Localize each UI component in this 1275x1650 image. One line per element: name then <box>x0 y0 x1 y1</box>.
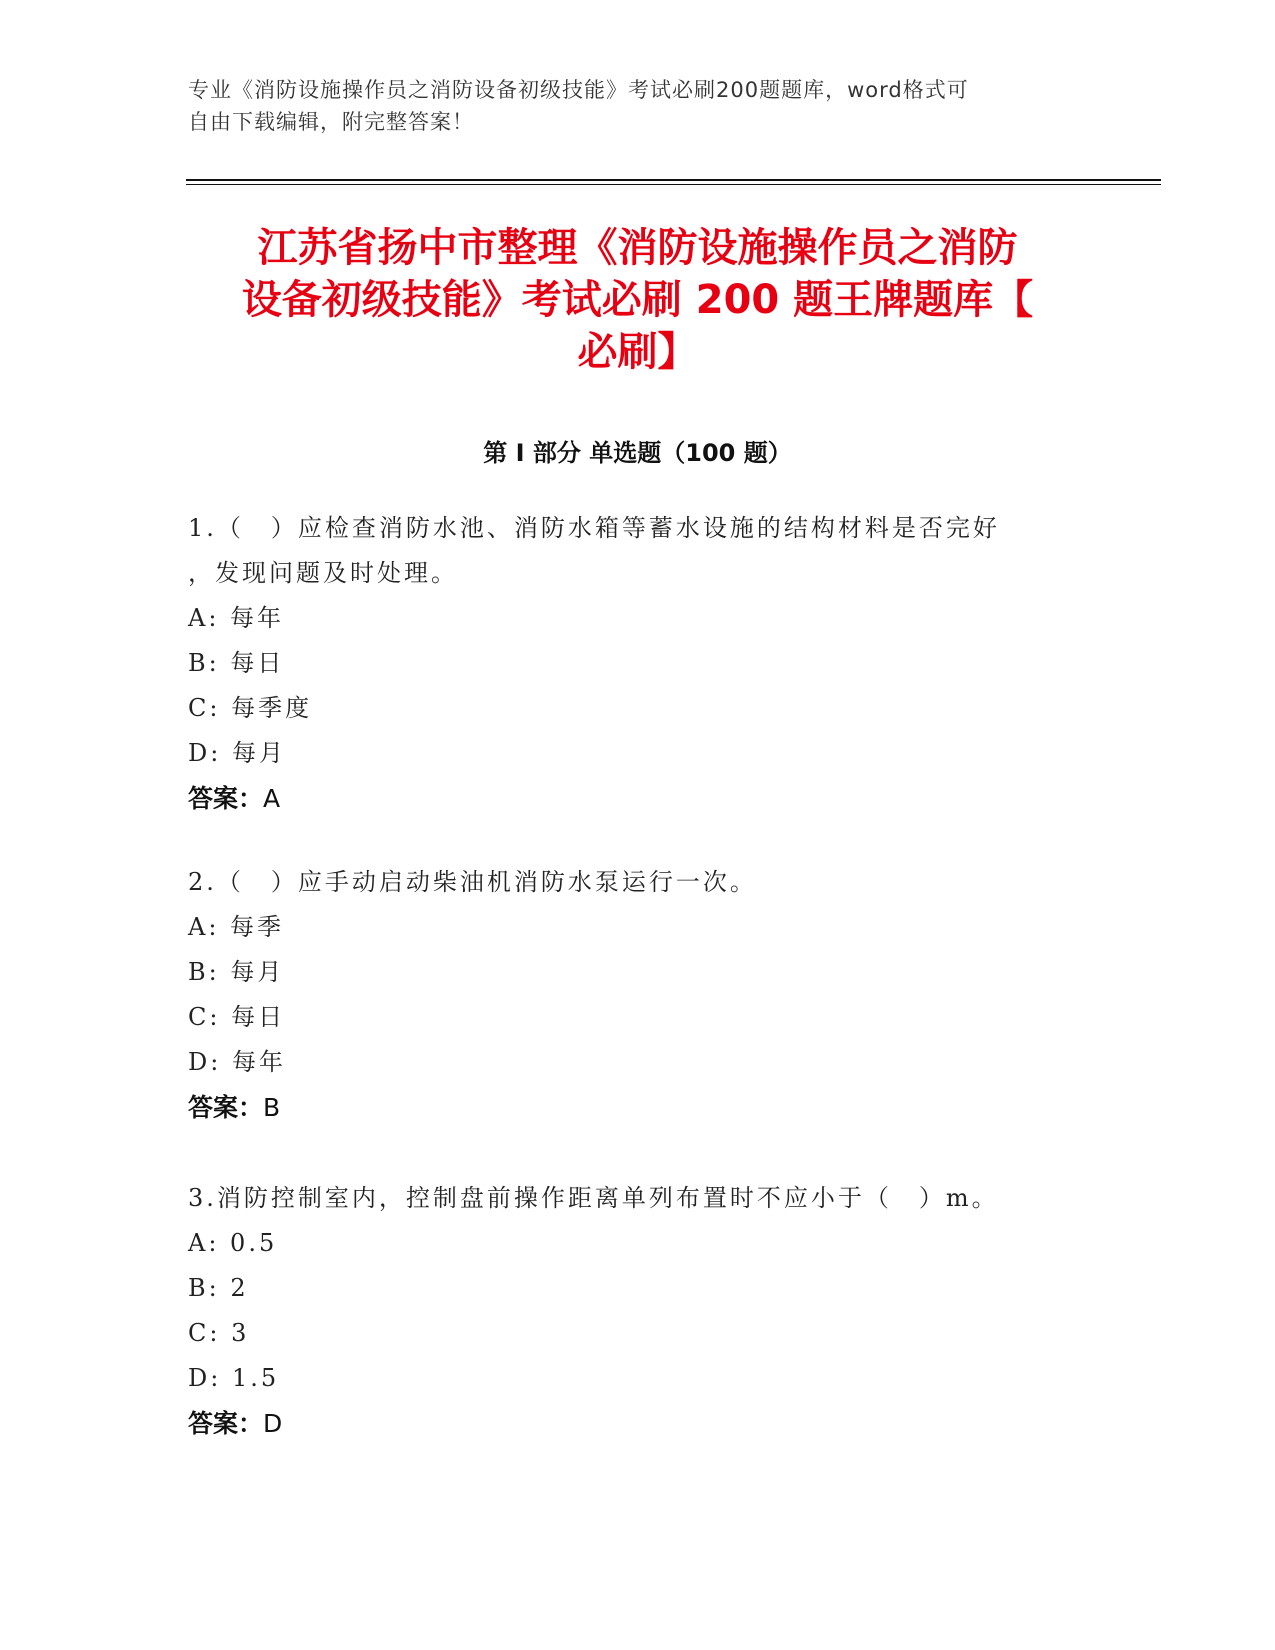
document-title <box>150 222 1125 378</box>
question-3-option-a: A: 0.5 <box>188 1229 278 1257</box>
question-2-option-a: A: 每季 <box>188 913 285 941</box>
question-1-answer-label: 答案： <box>188 784 264 813</box>
question-1-answer <box>188 776 1068 821</box>
header-note-line-1: 专业《消防设施操作员之消防设备初级技能》考试必刷200题题库，word格式可 <box>188 78 969 102</box>
question-3 <box>188 1176 1068 1446</box>
question-1-stem-line-1: 1.（ ）应检查消防水池、消防水箱等蓄水设施的结构材料是否完好 <box>188 514 1000 542</box>
question-3-stem-line-1: 3.消防控制室内，控制盘前操作距离单列布置时不应小于（ ）m。 <box>188 1184 999 1212</box>
header-note-line-2: 自由下载编辑，附完整答案！ <box>188 110 474 134</box>
question-1-option-c: C: 每季度 <box>188 694 313 722</box>
question-2 <box>188 860 1068 1130</box>
question-1-option-b: B: 每日 <box>188 649 285 677</box>
question-2-option-c: C: 每日 <box>188 1003 286 1031</box>
question-1-stem-line-2: ，发现问题及时处理。 <box>188 559 458 587</box>
document-title-line-3: 必刷】 <box>577 329 698 375</box>
question-1-answer-value: A <box>263 784 281 813</box>
question-2-answer <box>188 1085 1068 1130</box>
question-2-stem-line-1: 2.（ ）应手动启动柴油机消防水泵运行一次。 <box>188 868 757 896</box>
question-2-answer-value: B <box>263 1093 281 1122</box>
question-2-option-d: D: 每年 <box>188 1048 286 1076</box>
question-3-answer <box>188 1401 1068 1446</box>
document-title-line-1: 江苏省扬中市整理《消防设施操作员之消防 <box>257 225 1018 271</box>
section-title: 第 I 部分 单选题（100 题） <box>483 439 792 467</box>
document-title-line-2: 设备初级技能》考试必刷 200 题王牌题库【 <box>241 277 1034 323</box>
header-divider-thick <box>186 179 1161 181</box>
header-note <box>188 74 1088 138</box>
question-2-option-b: B: 每月 <box>188 958 285 986</box>
question-3-answer-label: 答案： <box>188 1409 264 1438</box>
question-3-option-c: C: 3 <box>188 1319 250 1347</box>
header-divider-thin <box>186 184 1161 185</box>
question-3-answer-value: D <box>263 1409 283 1438</box>
question-2-answer-label: 答案： <box>188 1093 264 1122</box>
question-1 <box>188 506 1068 821</box>
question-3-option-b: B: 2 <box>188 1274 249 1302</box>
question-1-option-d: D: 每月 <box>188 739 286 767</box>
question-3-option-d: D: 1.5 <box>188 1364 280 1392</box>
question-1-option-a: A: 每年 <box>188 604 285 632</box>
